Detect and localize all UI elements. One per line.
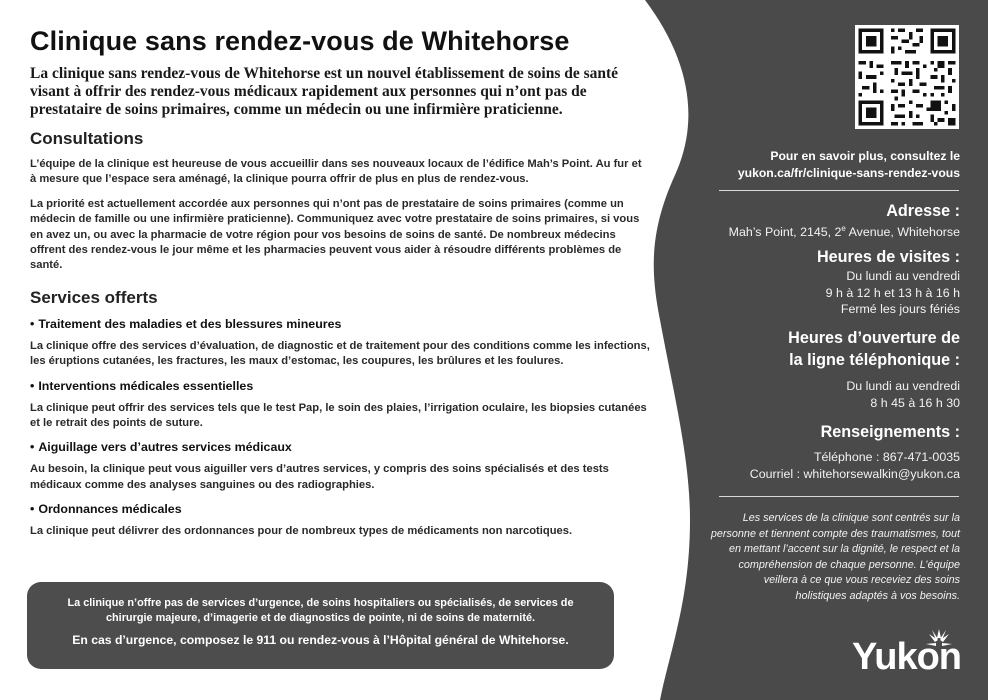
bullet-icon: • bbox=[30, 378, 35, 393]
more-info-label: Pour en savoir plus, consultez le bbox=[770, 149, 960, 163]
info-heading: Renseignements : bbox=[820, 423, 960, 441]
qr-code-icon[interactable] bbox=[855, 25, 959, 129]
visits-hours: Du lundi au vendredi 9 h à 12 h et 13 h à 16 h Fermé les jours fériés bbox=[825, 269, 960, 316]
service-text: La clinique peut offrir des services tels que le test Pap, le soin des plaies, l’irrigation oculaire, les biopsies cutanées et le retrait des points de suture. bbox=[30, 401, 647, 430]
service-text: Au besoin, la clinique peut vous aiguiller vers d’autres services, y compris des soins spécialisés et des tests médicaux comme des analyses sanguines ou des radiographies. bbox=[30, 463, 609, 491]
main-content bbox=[30, 26, 650, 549]
phone-number[interactable]: Téléphone : 867-471-0035 bbox=[813, 450, 960, 464]
emergency-instruction: En cas d’urgence, composez le 911 ou rendez-vous à l’Hôpital général de Whitehorse. bbox=[72, 633, 569, 647]
consultations-heading: Consultations bbox=[30, 129, 144, 148]
contact-info bbox=[750, 449, 960, 482]
service-text: La clinique peut délivrer des ordonnances pour de nombreux types de médicaments non narcotiques. bbox=[30, 525, 573, 538]
intro-paragraph: La clinique sans rendez-vous de Whitehorse est un nouvel établissement de soins de santé visant à offrir des rendez-vous médicaux rapidement aux personnes qui n’ont pas de prestataire de soins primaires, comme un médecin ou une infirmière praticienne. bbox=[30, 65, 619, 118]
divider bbox=[719, 190, 959, 191]
phone-hours: Du lundi au vendredi 8 h 45 à 16 h 30 bbox=[846, 379, 960, 410]
service-title: • Interventions médicales essentielles bbox=[30, 378, 254, 393]
consultations-paragraph-1: L’équipe de la clinique est heureuse de vous accueillir dans ses nouveaux locaux de l’édifice Mah’s Point. Au fur et à mesure que l’espace sera aménagé, la clinique pourra offrir de plus en plus de rendez-vous. bbox=[30, 158, 642, 186]
service-title: • Traitement des maladies et des blessures mineures bbox=[30, 316, 342, 331]
service-title: • Aiguillage vers d’autres services médicaux bbox=[30, 440, 292, 455]
care-statement: Les services de la clinique sont centrés sur la personne et tiennent compte des traumatismes, tout en mettant l’accent sur la dignité, le respect et la compréhension de chaque personne. L’équipe veillera à ce que vous receviez des soins holistiques adaptés à vos besoins. bbox=[710, 512, 960, 602]
bullet-icon: • bbox=[30, 440, 35, 455]
divider bbox=[719, 496, 959, 497]
more-info-link[interactable]: yukon.ca/fr/clinique-sans-rendez-vous bbox=[737, 165, 960, 180]
visits-heading: Heures de visites : bbox=[816, 248, 960, 266]
services-heading: Services offerts bbox=[30, 287, 158, 307]
yukon-logo bbox=[852, 629, 962, 679]
address-text: Mah’s Point, 2145, 2e Avenue, Whitehorse bbox=[728, 224, 960, 240]
email-address[interactable]: Courriel : whitehorsewalkin@yukon.ca bbox=[749, 466, 960, 481]
more-info bbox=[738, 148, 960, 181]
address-heading: Adresse : bbox=[886, 202, 960, 220]
bullet-icon: • bbox=[30, 316, 35, 331]
logo-wordmark: Yukon bbox=[852, 636, 962, 678]
service-text: La clinique offre des services d’évaluation, de diagnostic et de traitement pour des conditions comme les infections, les éruptions cutanées, les fractures, les maux d’estomac, les coupures, les brûlures et les foulures. bbox=[30, 339, 650, 368]
page-title: Clinique sans rendez-vous de Whitehorse bbox=[30, 26, 570, 56]
bullet-icon: • bbox=[30, 502, 35, 517]
phone-hours-heading: Heures d’ouverture de la ligne téléphonique : bbox=[788, 329, 960, 369]
consultations-paragraph-2: La priorité est actuellement accordée aux personnes qui n’ont pas de prestataire de soins primaires (comme un médecin de famille ou une infirmière praticienne). Communiquez avec votre prestataire de soins primaires, si vous en avez un, ou avec la pharmacie de votre région pour vos besoins de soins de santé. De nombreux médecins offrent des rendez-vous le jour même et les pharmacies peuvent vous aider à résoudre différents problèmes de santé. bbox=[30, 197, 640, 272]
service-title: • Ordonnances médicales bbox=[30, 502, 182, 517]
emergency-notice bbox=[27, 582, 614, 669]
notice-text: La clinique n’offre pas de services d’urgence, de soins hospitaliers ou spécialisés, de services de chirurgie majeure, d’imagerie et de diagnostics de pointe, ni de soins de maternité. bbox=[67, 597, 574, 624]
